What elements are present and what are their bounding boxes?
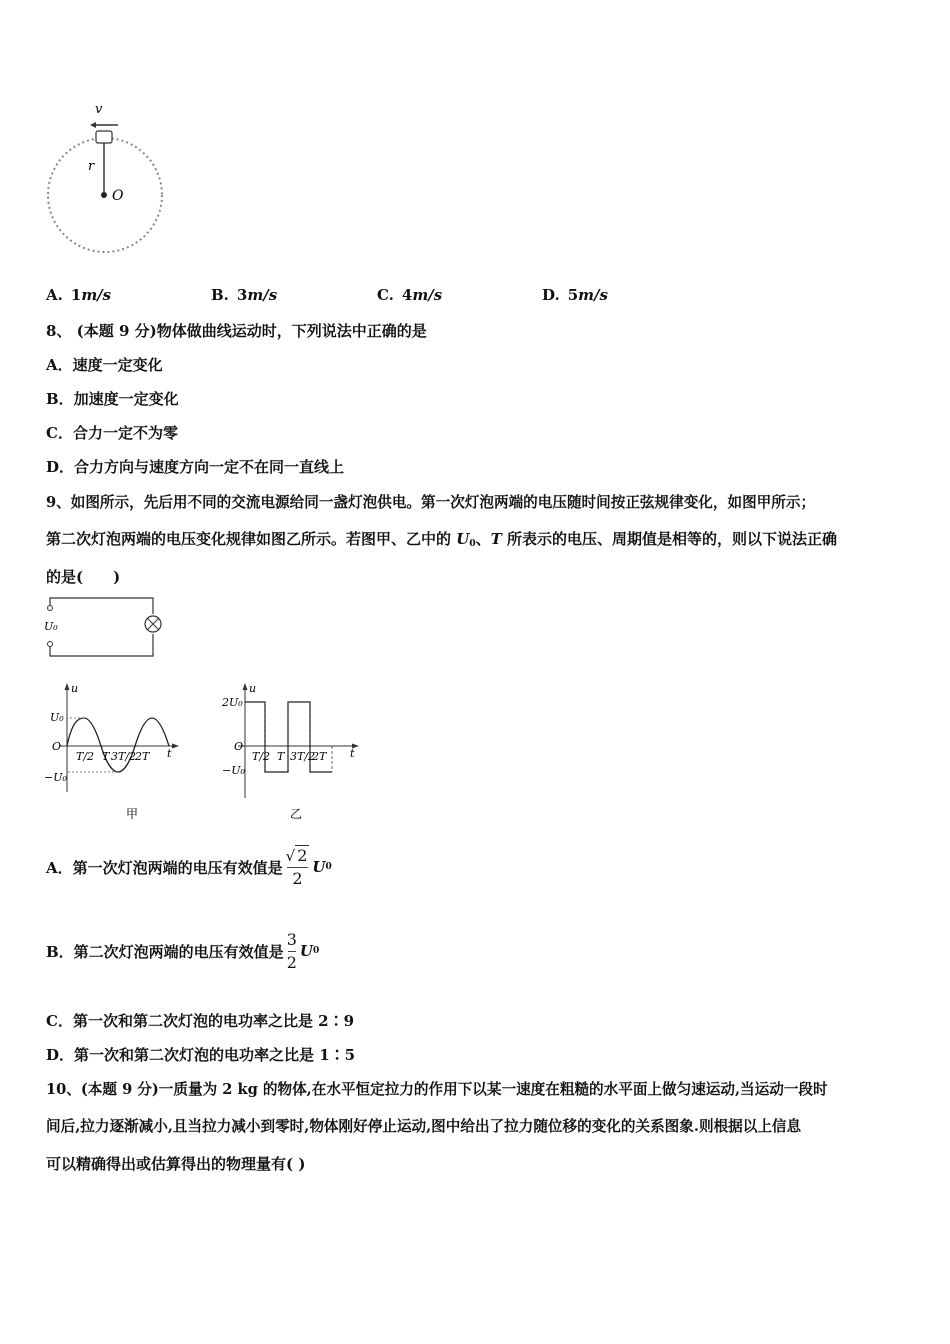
stem-text: 、 xyxy=(475,530,491,548)
tick-2t: 2T xyxy=(135,750,150,763)
tick-t: T xyxy=(102,750,110,763)
tick-t: T xyxy=(277,750,285,763)
graph-yi xyxy=(210,680,365,825)
q8-option-a: A．速度一定变化 xyxy=(46,356,163,374)
q9-stem-line1: 9、如图所示，先后用不同的交流电源给同一盏灯泡供电。第一次灯泡两端的电压随时间按正弦规律变化，如图甲所示； xyxy=(46,494,816,511)
q9-option-d: D．第一次和第二次灯泡的电功率之比是 1∶5 xyxy=(46,1046,356,1064)
axis-u-label: u xyxy=(71,682,79,695)
q9-stem-line2 xyxy=(46,528,837,549)
q8-option-c: C．合力一定不为零 xyxy=(46,424,178,442)
q9-stem-line3: 的是( ) xyxy=(46,568,121,586)
tick-half-t: T/2 xyxy=(252,750,271,763)
t-symbol: T xyxy=(490,530,502,548)
o-label: O xyxy=(112,188,124,204)
circuit-u0-label: U₀ xyxy=(44,620,58,633)
r-label: r xyxy=(88,159,95,174)
q10-stem-line1: 10、(本题 9 分)一质量为 2 kg 的物体,在水平恒定拉力的作用下以某一速度在粗糙的水平面上做匀速运动,当运动一段时 xyxy=(46,1081,828,1098)
q10-stem-line2: 间后,拉力逐渐减小,且当拉力减小到零时,物体刚好停止运动,图中给出了拉力随位移的变化的关系图象.则根据以上信息 xyxy=(46,1118,802,1135)
option-value: 1 xyxy=(70,286,82,304)
two-u0-label: 2U₀ xyxy=(222,696,243,709)
option-text: B．第二次灯泡两端的电压有效值是 xyxy=(46,942,284,961)
option-value: 3 xyxy=(236,286,248,304)
tick-half-t: T/2 xyxy=(76,750,95,763)
u0-label: U₀ xyxy=(50,711,64,724)
fraction-3-over-2 xyxy=(286,929,297,972)
option-unit: m/s xyxy=(247,286,278,304)
fraction-sqrt2-over-2: $\frac{√ 2}{2}$ xyxy=(285,845,308,888)
tick-2t: 2T xyxy=(312,750,327,763)
q8-stem: 8、 (本题 9 分)物体做曲线运动时，下列说法中正确的是 xyxy=(46,322,427,340)
axis-u-label: u xyxy=(249,682,257,695)
q9-option-b xyxy=(46,926,319,976)
option-letter: D. xyxy=(542,286,560,304)
q7-option-b xyxy=(211,286,277,304)
q7-option-a xyxy=(46,286,111,304)
option-text: A．第一次灯泡两端的电压有效值是 xyxy=(46,858,283,877)
u0-symbol: U xyxy=(312,858,326,876)
neg-u0-label: −U₀ xyxy=(222,764,245,777)
u0-subscript: 0 xyxy=(312,946,320,956)
v-label: v xyxy=(95,102,103,117)
option-value: 4 xyxy=(401,286,413,304)
tick-three-half-t: 3T/2 xyxy=(111,750,137,763)
axis-t-label: t xyxy=(167,747,172,760)
q7-option-c xyxy=(377,286,442,304)
fraction-denominator: 2 xyxy=(286,952,297,972)
circuit-diagram xyxy=(40,592,170,664)
neg-u0-label: −U₀ xyxy=(44,771,67,784)
q9-option-a xyxy=(46,842,332,892)
graph-caption: 乙 xyxy=(290,807,303,821)
stem-text: 所表示的电压、周期值是相等的，则以下说法正确 xyxy=(501,530,838,548)
origin-label: O xyxy=(234,740,244,753)
option-unit: m/s xyxy=(81,286,112,304)
option-unit: m/s xyxy=(578,286,608,304)
u0-subscript: 0 xyxy=(469,539,476,549)
graph-jia xyxy=(40,680,185,825)
q8-option-b: B．加速度一定变化 xyxy=(46,390,179,408)
fraction-numerator: 2 xyxy=(297,845,308,865)
q10-stem-line3: 可以精确得出或估算得出的物理量有( ) xyxy=(46,1155,306,1173)
option-letter: C. xyxy=(377,286,394,304)
u0-subscript: 0 xyxy=(325,862,332,872)
option-letter: A. xyxy=(46,286,63,304)
circular-motion-figure xyxy=(40,95,170,265)
tick-three-half-t: 3T/2 xyxy=(290,750,316,763)
fraction-numerator: 3 xyxy=(286,929,297,949)
graph-caption: 甲 xyxy=(126,807,139,821)
u0-symbol: U xyxy=(456,530,470,548)
q9-option-c: C．第一次和第二次灯泡的电功率之比是 2∶9 xyxy=(46,1012,355,1030)
option-unit: m/s xyxy=(412,286,443,304)
u0-symbol: U xyxy=(299,942,313,960)
stem-text: 第二次灯泡两端的电压变化规律如图乙所示。若图甲、乙中的 xyxy=(46,530,457,548)
option-letter: B. xyxy=(211,286,229,304)
origin-label: O xyxy=(52,740,62,753)
fraction-denominator: 2 xyxy=(292,868,303,888)
sine-wave xyxy=(67,718,169,772)
q7-option-d xyxy=(542,286,608,304)
option-value: 5 xyxy=(567,286,579,304)
axis-t-label: t xyxy=(350,747,355,760)
q8-option-d: D．合力方向与速度方向一定不在同一直线上 xyxy=(46,458,345,476)
